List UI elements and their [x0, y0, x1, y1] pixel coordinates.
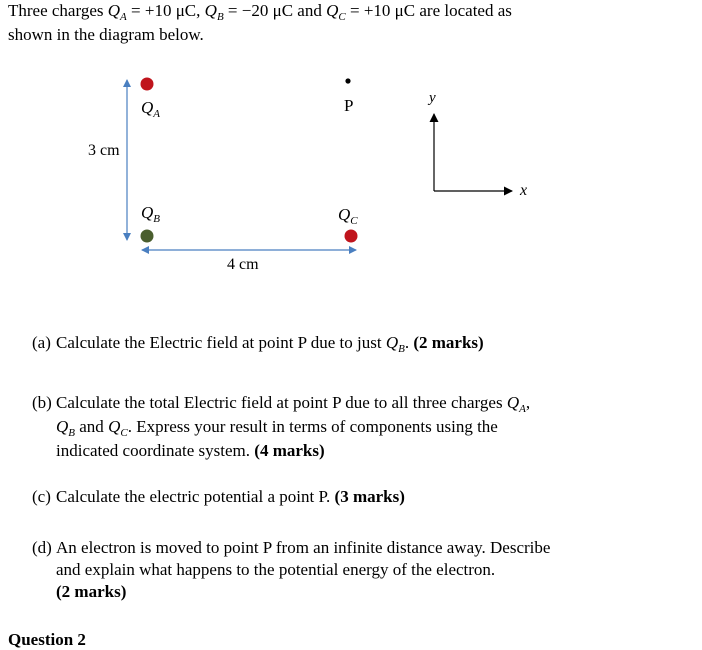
label-qc: $Q_C$	[338, 205, 358, 227]
question-d: (d) An electron is moved to point P from an infinite distance away. Describe and explain what happens to the potential energy of the electron. (2 marks)	[32, 538, 551, 601]
intro-line-1: Three charges $Q_A = +10$ μC, $Q_B = -20$ μC and $Q_C = +10$ μC are located as	[8, 1, 512, 23]
question-a: (a) Calculate the Electric field at point P due to just $Q_B$. (2 marks)	[32, 333, 484, 355]
charge-qb-dot	[141, 230, 154, 243]
charge-qa-dot	[141, 78, 154, 91]
label-axis-x: x	[520, 182, 528, 199]
point-p-dot	[345, 78, 350, 83]
label-axis-y: y	[429, 90, 436, 106]
next-question-heading: Question 2	[8, 630, 86, 649]
label-qb: $Q_B$	[141, 203, 161, 225]
question-b: (b) Calculate the total Electric field at point P due to all three charges $Q_A$, $Q_B$ and $Q_C$. Express your result in terms of components using the indicated coordinate system. (4 marks)	[32, 393, 531, 460]
question-c: (c) Calculate the electric potential a point P. (3 marks)	[32, 487, 405, 506]
label-qa: $Q_A$	[141, 98, 161, 120]
label-3cm: 3 cm	[88, 142, 120, 159]
intro-line-2: shown in the diagram below.	[8, 25, 204, 44]
label-point-p: P	[344, 96, 354, 115]
charge-qc-dot	[345, 230, 358, 243]
label-4cm: 4 cm	[227, 256, 259, 273]
